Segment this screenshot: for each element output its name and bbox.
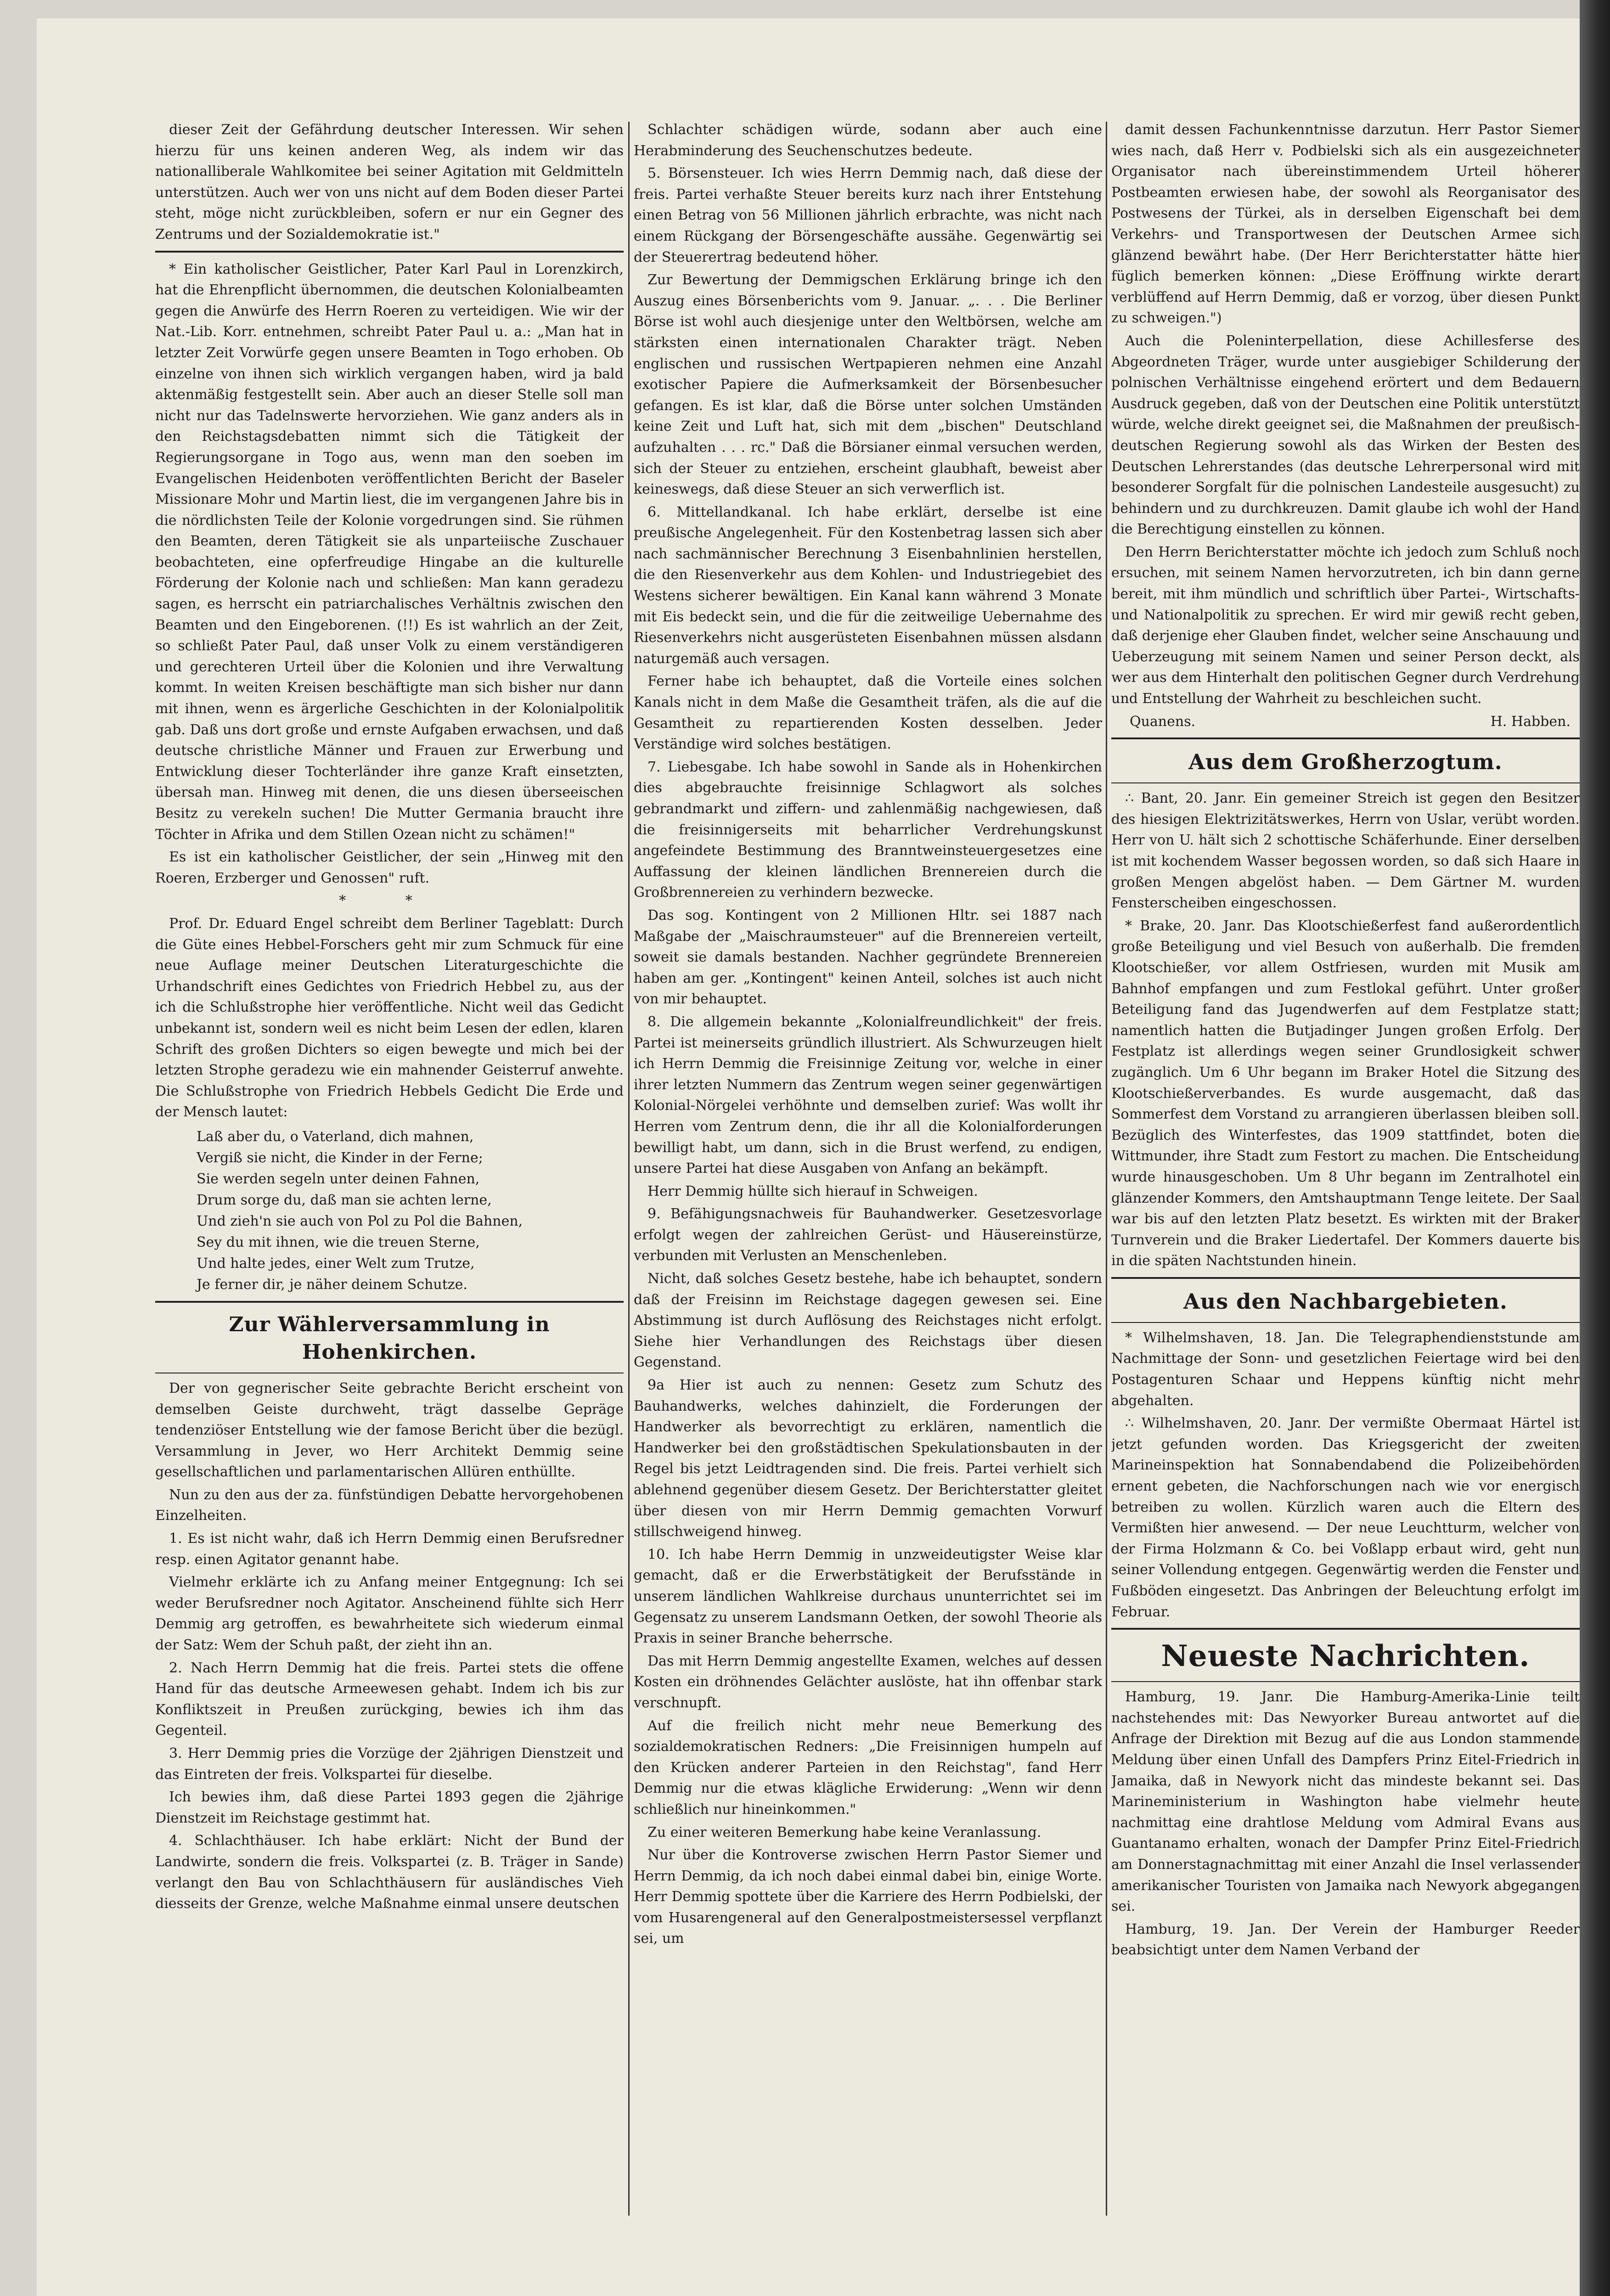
article-paragraph: Nun zu den aus der za. fünfstündigen Debatte hervorgehobenen Einzelheiten. bbox=[155, 1486, 624, 1524]
poem-line: Und halte jedes, einer Welt zum Trutze, bbox=[197, 1255, 475, 1272]
section-divider bbox=[155, 1301, 624, 1303]
column-rule bbox=[628, 122, 630, 2216]
section-divider bbox=[1111, 1628, 1580, 1630]
article-paragraph: 9a Hier ist auch zu nennen: Gesetz zum Schutz des Bauhandwerks, welches dahinzielt, die Forderungen der Handwerker als bevorrechtigt zu erklären, namentlich die Handwerker bei den großstädtischen Spekulationsbauten in der Regel bis jetzt Leidtragenden sind. Die freis. Partei verhielt sich ablehnend gegenüber diesem Gesetz. Der Berichterstatter gleitet über diesen von mir Herrn Demmig gemachten Vorwurf stillschweigend hinweg. bbox=[634, 1377, 1102, 1540]
article-paragraph: Vielmehr erklärte ich zu Anfang meiner Entgegnung: Ich sei weder Berufsredner noch Agitator. Anscheinend fühlte sich Herr Demmig arg getroffen, es bewahrheitete sich wiederum einmal der Satz: Wem der Schuh paßt, der zieht ihn an. bbox=[155, 1574, 624, 1654]
section-heading: Aus den Nachbargebieten. bbox=[1183, 1289, 1508, 1314]
article-paragraph: Das sog. Kontingent von 2 Millionen Hltr. sei 1887 nach Maßgabe der „Maischraumsteuer" auf die Brennereien verteilt, soweit sie damals bestanden. Nachher gegründete Brennereien haben am ger. „Kontingent" keinen Anteil, solches ist auch nicht von mir behauptet. bbox=[634, 907, 1102, 1007]
section-heading: Neueste Nachrichten. bbox=[1161, 1639, 1530, 1674]
article-paragraph: 7. Liebesgabe. Ich habe sowohl in Sande als in Hohenkirchen dies abgebrauchte freisinnige Schlagwort als solches gebrandmarkt und ziffern- und zahlenmäßig nachgewiesen, daß die freisinnigerseits mit beharrlicher Verdrehungskunst angefeindete Bestimmung des Branntweinsteuergesetzes eine Auffassung der kleinen ländlichen Brennereien durch die Großbrennereien zu verhindern bezwecke. bbox=[634, 759, 1102, 901]
article-paragraph: dieser Zeit der Gefährdung deutscher Interessen. Wir sehen hierzu für uns keinen anderen Weg, als indem wir das nationalliberale Wahlkomitee bei seiner Agitation mit Geldmitteln unterstützen. Auch wer von uns nicht auf dem Boden dieser Partei steht, möge nicht zurückbleiben, sofern er nur ein Gegner des Zentrums und der Sozialdemokratie ist." bbox=[155, 122, 624, 242]
article-paragraph: ∴ Bant, 20. Janr. Ein gemeiner Streich ist gegen den Besitzer des hiesigen Elektrizitätswerkes, Herrn von Uslar, verübt worden. Herr von U. hält sich 2 schottische Schäferhunde. Einer derselben ist mit kochendem Wasser begossen worden, so daß sich Haare in großen Mengen abgelöst haben. — Dem Gärtner M. wurden Fensterscheiben eingeschossen. bbox=[1111, 790, 1580, 912]
article-paragraph: Prof. Dr. Eduard Engel schreibt dem Berliner Tageblatt: Durch die Güte eines Hebbel-Forschers geht mir zum Schmuck für eine neue Auflage meiner Deutschen Literaturgeschichte die Urhandschrift eines Gedichtes von Friedrich Hebbel zu, aus der ich die Schlußstrophe hier veröffentliche. Nicht weil das Gedicht unbekannt ist, sondern weil es nicht beim Lesen der edlen, klaren Schrift des großen Dichters so eigen bewegte und mich bei der letzten Strophe geradezu wie ein mahnender Geisterruf anwehte. Die Schlußstrophe von Friedrich Hebbels Gedicht Die Erde und der Mensch lautet: bbox=[155, 915, 624, 1120]
poem-line: Vergiß sie nicht, die Kinder in der Ferne; bbox=[197, 1149, 483, 1166]
article-paragraph: Zur Bewertung der Demmigschen Erklärung bringe ich den Auszug eines Börsenberichts vom 9. Januar. „. . . Die Berliner Börse ist wohl auch diesjenige unter den Weltbörsen, welche am stärksten einen internationalen Charakter trägt. Neben englischen und russischen Wertpapieren nehmen eine Anzahl exotischer Papiere die Aufmerksamkeit der Börsenbesucher gefangen. Es ist klar, daß die Börse unter solchen Umständen keine Zeit und Luft hat, sich mit dem „bischen" Deutschland aufzuhalten . . . rc." Daß die Börsianer einmal versuchen werden, sich der Steuer zu entziehen, erscheint glaubhaft, beweist aber keineswegs, daß diese Steuer an sich verwerflich ist. bbox=[634, 272, 1102, 498]
column-rule bbox=[1106, 122, 1107, 2216]
article-paragraph: 9. Befähigungsnachweis für Bauhandwerker. Gesetzesvorlage erfolgt wegen der zahlreichen Gerüst- und Häusereinstürze, verbunden mit Verlusten an Menschenleben. bbox=[634, 1206, 1102, 1264]
article-paragraph: Nicht, daß solches Gesetz bestehe, habe ich behauptet, sondern daß der Freisinn im Reichstage dagegen gewesen sei. Eine Abstimmung ist durch Auflösung des Reichstages nicht erfolgt. Siehe hier Verhandlungen des Reichstags über diesen Gegenstand. bbox=[634, 1271, 1102, 1371]
article-paragraph: ∴ Wilhelmshaven, 20. Janr. Der vermißte Obermaat Härtel ist jetzt gefunden worden. Das Kriegsgericht der zweiten Marineinspektion hat Sonnabendabend die Polizeibehörden ernent gebeten, die Nachforschungen nach wie vor energisch betreiben zu wollen. Kürzlich waren auch die Eltern des Vermißten hier anwesend. — Der neue Leuchtturm, welcher von der Firma Holzmann & Co. bei Voßlapp erbaut wird, geht nun seiner Vollendung entgegen. Gegenwärtig werden die Fenster und Fußböden eingesetzt. Das Anbringen der Beleuchtung erfolgt im Februar. bbox=[1111, 1415, 1580, 1620]
scan-dark-edge bbox=[1580, 0, 1610, 2296]
article-paragraph: Herr Demmig hüllte sich hierauf in Schweigen. bbox=[647, 1183, 978, 1199]
poem-line: Je ferner dir, je näher deinem Schutze. bbox=[197, 1276, 467, 1293]
section-heading: Aus dem Großherzogtum. bbox=[1188, 749, 1503, 775]
article-paragraph: Hamburg, 19. Janr. Die Hamburg-Amerika-Linie teilt nachstehendes mit: Das Newyorker Bureau antwortet auf die Anfrage der Direktion mit Bezug auf die aus London stammende Meldung über einen Unfall des Dampfers Prinz Eitel-Friedrich in Jamaika, daß in Newyork nicht das mindeste bekannt sei. Das Marineministerium in Washington habe vielmehr heute nachmittag eine drahtlose Meldung vom Admiral Evans aus Guantanamo erhalten, wonach der Dampfer Prinz Eitel-Friedrich am Donnerstagnachmittag mit einer Anzahl die Insel verlassender amerikanischer Touristen von Jamaika nach Newyork abgegangen sei. bbox=[1111, 1689, 1580, 1915]
section-divider bbox=[1111, 737, 1580, 739]
article-paragraph: Es ist ein katholischer Geistlicher, der sein „Hinweg mit den Roeren, Erzberger und Genossen" ruft. bbox=[155, 849, 624, 886]
article-paragraph: * Wilhelmshaven, 18. Jan. Die Telegraphendienststunde am Nachmittage der Sonn- und gesetzlichen Feiertage wird bei den Postagenturen Schaar und Heppens künftig nicht mehr abgehalten. bbox=[1111, 1329, 1580, 1409]
poem-line: Drum sorge du, daß man sie achten lerne, bbox=[197, 1192, 492, 1208]
heading-rule bbox=[1111, 1681, 1580, 1682]
article-paragraph: Der von gegnerischer Seite gebrachte Bericht erscheint von demselben Geiste durchweht, trägt dasselbe Gepräge tendenziöser Entstellung wie der famose Bericht über die bezügl. Versammlung in Jever, wo Herr Architekt Demmig seine gesellschaftlichen und parlamentarischen Allüren enthüllte. bbox=[155, 1380, 624, 1480]
article-paragraph: Nur über die Kontroverse zwischen Herrn Pastor Siemer und Herrn Demmig, da ich noch dabei einmal dabei bin, einige Worte. Herr Demmig spottete über die Karriere des Herrn Podbielski, der vom Husarengeneral auf den Generalpostmeistersessel verpflanzt sei, um bbox=[634, 1847, 1102, 1947]
article-paragraph: 2. Nach Herrn Demmig hat die freis. Partei stets die offene Hand für das deutsche Armeewesen gehabt. Indem ich bis zur Konfliktszeit in Preußen zurückging, bewies ich ihm das Gegenteil. bbox=[155, 1660, 624, 1739]
article-paragraph: 5. Börsensteuer. Ich wies Herrn Demmig nach, daß diese der freis. Partei verhaßte Steuer bereits kurz nach ihrer Entstehung einen Betrag von 56 Millionen jährlich erbrachte, was nicht nach einem Rückgang der Börsengeschäfte aussähe. Gegenwärtig sei der Steuerertrag bedeutend höher. bbox=[634, 165, 1102, 265]
section-divider bbox=[155, 251, 624, 253]
newspaper-page bbox=[37, 18, 1580, 2296]
column-2 bbox=[634, 119, 1102, 2223]
signature-line bbox=[1111, 711, 1580, 732]
section-divider bbox=[1111, 1277, 1580, 1279]
article-paragraph: damit dessen Fachunkenntnisse darzutun. Herr Pastor Siemer wies nach, daß Herr v. Podbielski sich als ein ausgezeichneter Organisator nach übereinstimmendem Urteil höherer Postbeamten erwiesen habe, der sowohl als Reorganisator des Postwesens der Türkei, als in derselben Eigenschaft bei dem Verkehrs- und Transportwesen der Deutschen Armee sich glänzend bewährt habe. (Der Herr Berichterstatter hätte hier füglich bemerken können: „Diese Eröffnung wirkte derart verblüffend auf Herrn Demmig, daß er vorzog, über diesen Punkt zu schweigen.") bbox=[1111, 122, 1580, 326]
article-paragraph: Den Herrn Berichterstatter möchte ich jedoch zum Schluß noch ersuchen, mit seinem Namen hervorzutreten, ich bin dann gerne bereit, mit ihm mündlich und schriftlich über Partei-, Wirtschafts- und Nationalpolitik zu sprechen. Er wird mir gewiß recht geben, daß derjenige eher Glauben findet, welcher seine Anschauung und Ueberzeugung mit seinem Namen und seiner Person deckt, als wer aus dem Hinterhalt den politischen Gegner durch Verdrehung und Entstellung der Wahrheit zu beschleichen sucht. bbox=[1111, 544, 1580, 707]
article-paragraph: 4. Schlachthäuser. Ich habe erklärt: Nicht der Bund der Landwirte, sondern die freis. Volkspartei (z. B. Träger in Sande) verlangt den Bau von Schlachthäusern für ausländisches Vieh diesseits der Grenze, welche Maßnahme einmal unsere deutschen bbox=[155, 1833, 624, 1912]
column-3 bbox=[1111, 119, 1580, 2223]
article-paragraph: Das mit Herrn Demmig angestellte Examen, welches auf dessen Kosten ein dröhnendes Gelächter auslöste, hat ihn offenbar stark verschnupft. bbox=[634, 1653, 1102, 1711]
poem-line: Sey du mit ihnen, wie die treuen Sterne, bbox=[197, 1234, 480, 1250]
heading-rule bbox=[1111, 1322, 1580, 1323]
poem-line: Laß aber du, o Vaterland, dich mahnen, bbox=[197, 1128, 474, 1145]
article-paragraph: 8. Die allgemein bekannte „Kolonialfreundlichkeit" der freis. Partei ist meinerseits gründlich illustriert. Als Schwurzeugen hielt ich Herrn Demmig die Freisinnige Zeitung vor, welche in einer ihrer letzten Nummern das Zentrum wegen seiner gegenwärtigen Kolonial-Nörgelei verhöhnte und demselben zurief: Was wollt ihr Herren vom Zentrum denn, die ihr all die Kolonialforderungen bewilligt habt, um dann, sich in die Brust werfend, zu endigen, unsere Partei hat diese Ausgaben von Anfang an bekämpft. bbox=[634, 1013, 1102, 1177]
signature-author: H. Habben. bbox=[1490, 713, 1571, 730]
signature-place: Quanens. bbox=[1130, 713, 1196, 730]
separator-stars: * * bbox=[339, 893, 440, 909]
article-paragraph: Ich bewies ihm, daß diese Partei 1893 gegen die 2jährige Dienstzeit im Reichstage gestimmt hat. bbox=[155, 1789, 624, 1826]
article-paragraph: 1. Es ist nicht wahr, daß ich Herrn Demmig einen Berufsredner resp. einen Agitator genannt habe. bbox=[155, 1531, 624, 1568]
article-paragraph: 10. Ich habe Herrn Demmig in unzweideutigster Weise klar gemacht, daß er die Erwerbstätigkeit der Berufsstände in unserem ländlichen Wahlkreise durchaus ununterrichtet sei im Gegensatz zu unserem Landsmann Oetken, der sowohl Theorie als Praxis in seiner Branche beherrsche. bbox=[634, 1546, 1102, 1647]
heading-rule bbox=[1111, 782, 1580, 783]
section-heading: Zur Wählerversammlung in Hohenkirchen. bbox=[229, 1312, 550, 1364]
article-paragraph: Auch die Poleninterpellation, diese Achillesferse des Abgeordneten Träger, wurde unter ausgiebiger Schilderung der polnischen Verhältnisse eingehend erörtert und dem Bedauern Ausdruck gegeben, daß von der Deutschen eine Politik unterstützt würde, welche direkt geeignet sei, die Maßnahmen der preußisch-deutschen Regierung sowohl als das Wirken der Besten des Deutschen Lehrerstandes (das deutsche Lehrerpersonal wird mit besonderer Sorgfalt für die polnischen Landesteile ausgesucht) zu behindern und zu durchkreuzen. Damit glaube ich wohl der Hand die Berechtigung einstellen zu können. bbox=[1111, 332, 1580, 538]
column-1 bbox=[155, 119, 624, 2223]
article-paragraph: * Brake, 20. Janr. Das Klootschießerfest fand außerordentlich große Beteiligung und viel Besuch von außerhalb. Die fremden Klootschießer, vor allem Ostfriesen, wurden mit Musik am Bahnhof empfangen und zum Festlokal geführt. Unter großer Beteiligung fand das Jugendwerfen auf dem Festplatze statt; namentlich hatten die Butjadinger Jungen großen Erfolg. Der Festplatz ist allerdings wegen seiner Grundlosigkeit schwer zugänglich. Um 6 Uhr begann im Braker Hotel die Sitzung des Klootschießerverbandes. Es wurde ausgemacht, daß das Sommerfest dem Vorstand zu arrangieren überlassen bleiben soll. Bezüglich des Winterfestes, das 1909 stattfindet, boten die Wittmunder, ihre Stadt zum Festort zu machen. Die Entscheidung wurde hinausgeschoben. Um 8 Uhr begann im Zentralhotel ein glänzender Kommers, den Amtshauptmann Tenge leitete. Der Saal war bis auf den letzten Platz besetzt. Es wirkten mit der Braker Turnverein und die Braker Liedertafel. Der Kommers dauerte bis in die späten Nachtstunden hinein. bbox=[1111, 917, 1580, 1269]
poem-stanza bbox=[155, 1126, 624, 1295]
article-paragraph: Zu einer weiteren Bemerkung habe keine Veranlassung. bbox=[647, 1824, 1041, 1840]
article-paragraph: Auf die freilich nicht mehr neue Bemerkung des sozialdemokratischen Redners: „Die Freisinnigen humpeln auf den Krücken anderer Parteien in den Reichstag", fand Herr Demmig nur die etwas klägliche Erwiderung: „Wenn wir denn schließlich nur hineinkommen." bbox=[634, 1717, 1102, 1818]
poem-line: Und zieh'n sie auch von Pol zu Pol die Bahnen, bbox=[197, 1213, 523, 1229]
poem-line: Sie werden segeln unter deinen Fahnen, bbox=[197, 1171, 480, 1187]
article-paragraph: 3. Herr Demmig pries die Vorzüge der 2jährigen Dienstzeit und das Eintreten der freis. Volkspartei für dieselbe. bbox=[155, 1745, 624, 1783]
article-paragraph: 6. Mittellandkanal. Ich habe erklärt, derselbe ist eine preußische Angelegenheit. Für den Kostenbetrag lassen sich aber nach sachmännischer Berechnung 3 Eisenbahnlinien herstellen, die den Riesenverkehr aus dem Kohlen- und Industriegebiet des Westens sicherer bewältigen. Ein Kanal kann während 3 Monate mit Eis bedeckt sein, und die für die zeitweilige Uebernahme des Riesenverkehrs nicht ausgerüsteten Eisenbahnen müssen alsdann naturgemäß auch versagen. bbox=[634, 504, 1102, 667]
article-paragraph: Ferner habe ich behauptet, daß die Vorteile eines solchen Kanals nicht in dem Maße die Gesamtheit träfen, als die auf die Gesamtheit zu repartierenden Kosten desselben. Jeder Verständige wird solches bestätigen. bbox=[634, 673, 1102, 753]
article-paragraph: * Ein katholischer Geistlicher, Pater Karl Paul in Lorenzkirch, hat die Ehrenpflicht übernommen, die deutschen Kolonialbeamten gegen die Anwürfe des Herrn Roeren zu verteidigen. Wie wir der Nat.-Lib. Korr. entnehmen, schreibt Pater Paul u. a.: „Man hat in letzter Zeit Vorwürfe gegen unsere Beamten in Togo erhoben. Ob einzelne von ihnen sich wirklich vergangen haben, wird ja bald aktenmäßig festgestellt sein. Aber auch an dieser Stelle soll man nicht nur das Tadelnswerte hervorziehen. Wie ganz anders als in den Reichstagsdebatten nimmt sich die Tätigkeit der Regierungsorgane in Togo aus, wenn man den soeben im Evangelischen Heidenboten veröffentlichten Bericht der Baseler Missionare Mohr und Martin liest, die im vergangenen Jahre bis in die nördlichsten Teile der Kolonie vorgedrungen sind. Sie rühmen den Beamten, deren Tätigkeit sie als unparteiische Zuschauer beobachteten, eine opferfreudige Hingabe an die kulturelle Förderung der Kolonie nach und schließen: Man kann geradezu sagen, es herrscht ein patriarchalisches Verhältnis zwischen den Beamten und den Eingeborenen. (!!) Es ist wahrlich an der Zeit, so schließt Pater Paul, daß unser Volk zu einem verständigeren und gerechteren Urteil über die Kolonien und ihre Verwaltung kommt. In weiten Kreisen beschäftigte man sich bisher nur dann mit ihnen, wenn es ärgerliche Geschichten in der Kolonialpolitik gab. Daß uns dort große und ernste Aufgaben erwachsen, und daß deutsche christliche Männer und Frauen zur Erwerbung und Entwicklung dieser Tochterländer ihre ganze Kraft einsetzten, übersah man. Hinweg mit denen, die uns diesen überseeischen Besitz zu verekeln suchen! Die Mutter Germania braucht ihre Töchter in Afrika und dem Stillen Ozean nicht zu schämen!" bbox=[155, 261, 624, 843]
article-paragraph: Hamburg, 19. Jan. Der Verein der Hamburger Reeder beabsichtigt unter dem Namen Verband der bbox=[1111, 1921, 1580, 1958]
article-paragraph: Schlachter schädigen würde, sodann aber auch eine Herabminderung des Seuchenschutzes bedeute. bbox=[634, 122, 1102, 159]
